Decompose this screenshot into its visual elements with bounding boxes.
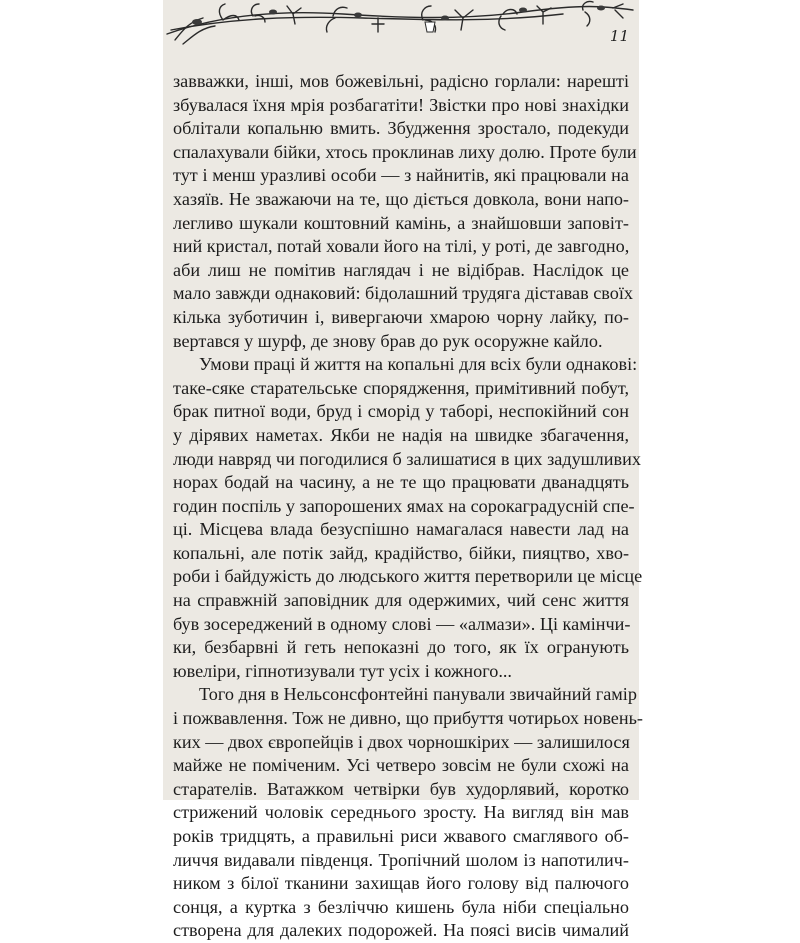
text-line: ки, безбарвні й геть непоказні до того, як їх огранують	[173, 637, 629, 658]
text-line: аби лиш не помітив наглядач і не відібрав. Наслідок це	[173, 259, 629, 280]
text-line: тут і менш уразливі особи — з найнитів, які працювали на	[173, 165, 629, 186]
text-line: ких — двох європейців і двох чорношкірих — залишилося	[173, 731, 630, 752]
text-line: стрижений чоловік середнього зросту. На вигляд він мав	[173, 802, 629, 823]
book-page	[163, 0, 643, 941]
text-line: вертався у шурф, де знову брав до рук осоружне кайло.	[173, 330, 603, 351]
text-line: копальні, але потік зайд, крадійство, бійки, пияцтво, хво-	[173, 542, 629, 563]
text-line: облітали копальню вмить. Збудження зростало, подекуди	[173, 118, 629, 139]
text-line: мало завжди однаковий: бідолашний трудяга діставав своїх	[173, 283, 633, 304]
text-line: роби і байдужість до людського життя перетворили це місце	[173, 566, 643, 587]
text-line: ці. Місцева влада безуспішно намагалася навести лад на	[173, 519, 629, 540]
text-line: спалахували бійки, хтось проклинав лиху долю. Проте були	[173, 141, 637, 162]
text-line: Умови праці й життя на копальні для всіх були однакові:	[199, 354, 638, 375]
text-line: майже не поміченим. Усі четверо зовсім не були схожі на	[173, 755, 629, 776]
text-line: ником з білої тканини захищав його голову від палючого	[173, 873, 629, 894]
text-line: хазяїв. Не зважаючи на те, що діється довкола, вони напо-	[173, 188, 629, 209]
text-line: років тридцять, а правильні риси жвавого смаглявого об-	[173, 826, 629, 846]
paragraph-3	[173, 683, 643, 943]
text-line: норах бодай на часину, а не те що працювати дванадцять	[173, 472, 629, 493]
text-line: на справжній заповідник для одержимих, чий сенс життя	[173, 590, 629, 611]
page-number: 11	[609, 27, 629, 45]
text-line: збувалася їхня мрія розбагатіти! Звістки про нові знахідки	[173, 94, 629, 115]
text-line: і пожвавлення. Тож не дивно, що прибуття чотирьох новень-	[173, 708, 643, 729]
text-line: годин поспіль у запорошених ямах на сорокаградусній спе-	[173, 495, 635, 516]
text-line: Того дня в Нельсонсфонтейні панували звичайний гамір	[199, 684, 637, 705]
text-line: легливо шукали коштовний камінь, а знайшовши заповіт-	[173, 212, 629, 233]
body-text	[173, 70, 643, 943]
paragraph-1	[173, 70, 637, 353]
text-line: личчя видавали південця. Тропічний шолом із напотилич-	[173, 849, 629, 870]
text-line: люди навряд чи погодилися б залишатися в цих задушливих	[173, 448, 641, 469]
text-line: таке-сяке старательське спорядження, примітивний побут,	[173, 377, 629, 398]
text-line: створена для далеких подорожей. На поясі висів чималий	[173, 920, 629, 941]
text-line: кілька зуботичин і, вивергаючи хмарою чорну лайку, по-	[173, 306, 629, 327]
text-line: ний кристал, потай ховали його на тілі, у роті, де завгодно,	[173, 236, 630, 257]
paragraph-2	[173, 353, 643, 683]
floral-ornament-header	[163, 0, 639, 50]
text-line: був зосереджений в одному слові — «алмази». Ці камінчи-	[173, 613, 631, 634]
text-line: брак питної води, бруд і сморід у таборі, неспокійний сон	[173, 401, 629, 422]
text-line: старателів. Ватажком четвірки був худорлявий, коротко	[173, 778, 629, 799]
text-line: сонця, а куртка з безліччю кишень була ніби спеціально	[173, 896, 629, 917]
text-line: ювеліри, гіпнотизували тут усіх і кожного...	[173, 660, 512, 681]
text-line: у дірявих наметах. Якби не надія на швидке збагачення,	[173, 424, 629, 445]
text-line: завважки, інші, мов божевільні, радісно горлали: нарешті	[173, 71, 629, 91]
